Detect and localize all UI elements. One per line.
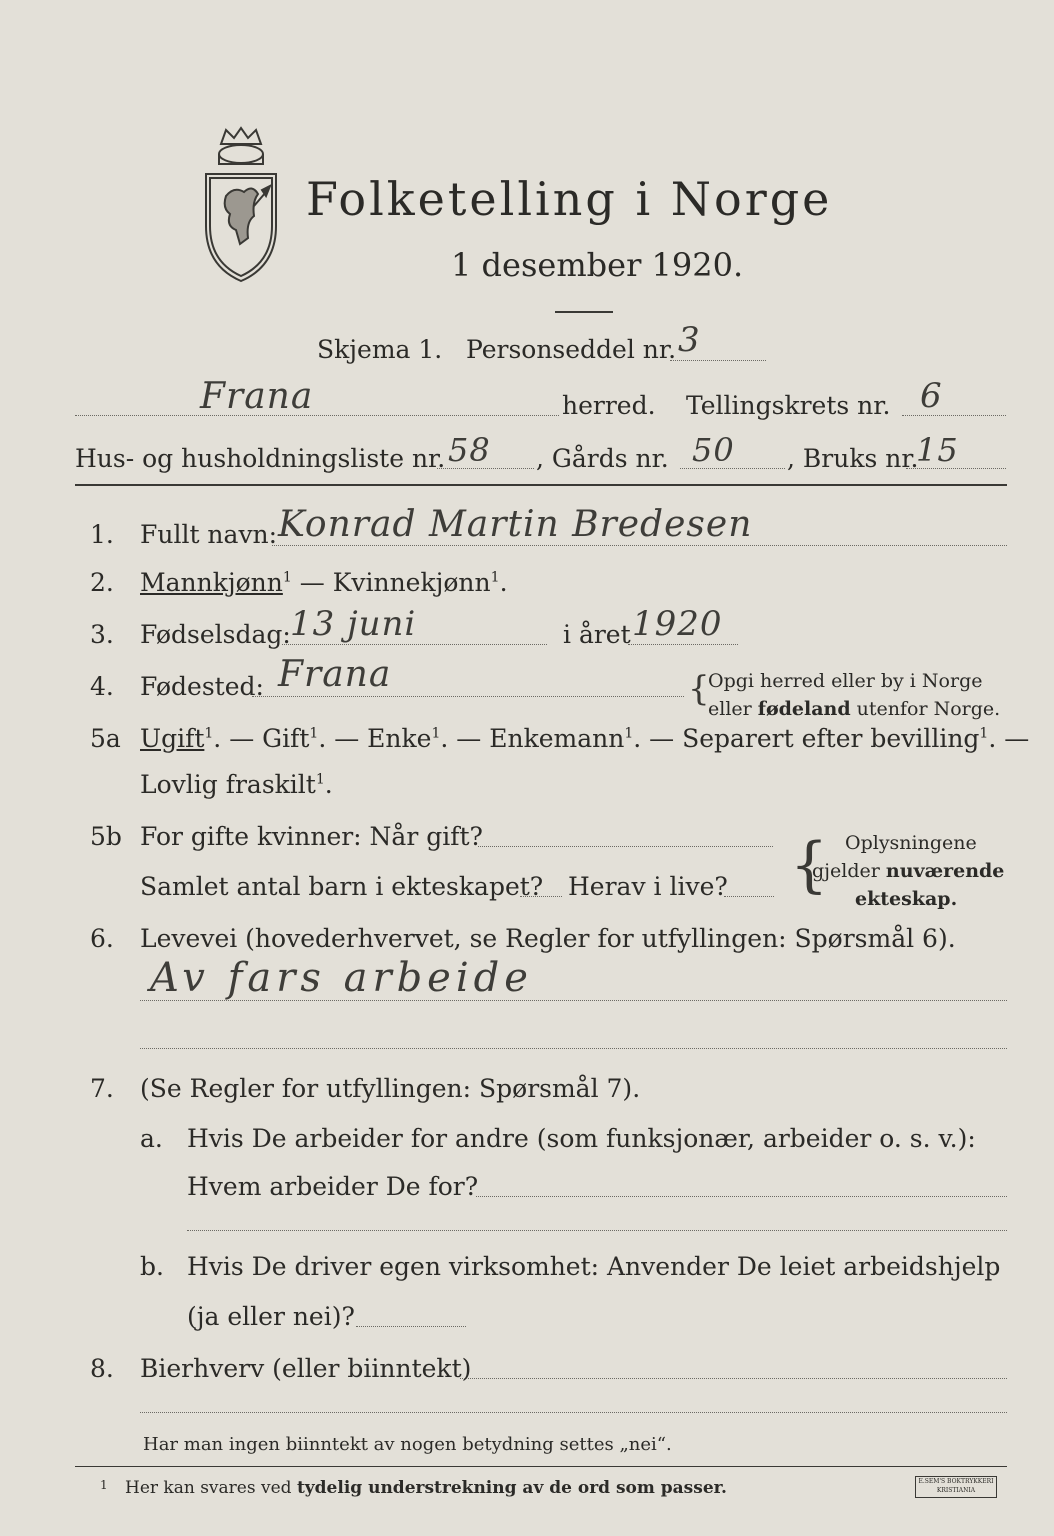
schema-label: Skjema 1.	[317, 335, 443, 364]
krets-label: Tellingskrets nr.	[686, 391, 891, 420]
q3-label: Fødselsdag:	[140, 620, 291, 649]
q4-label: Fødested:	[140, 672, 264, 701]
coat-of-arms-icon	[196, 126, 286, 290]
ugift-option[interactable]: Ugift	[140, 724, 205, 753]
q6-label: Levevei (hovederhvervet, se Regler for utfyllingen: Spørsmål 6).	[140, 924, 956, 953]
q7-label: (Se Regler for utfyllingen: Spørsmål 7).	[140, 1074, 641, 1103]
q1-number: 1.	[90, 520, 114, 549]
header-rule	[75, 484, 1007, 486]
q2-number: 2.	[90, 568, 114, 597]
gards-label: , Gårds nr.	[536, 444, 669, 473]
q4-number: 4.	[90, 672, 114, 701]
printer-stamp: E.SEM'S BOKTRYKKERI KRISTIANIA	[915, 1476, 997, 1498]
q8-label: Bierhverv (eller biinntekt)	[140, 1354, 472, 1383]
q5b-brace: {	[790, 830, 829, 900]
bruks-value[interactable]: 15	[916, 431, 959, 469]
q5b-children-label: Samlet antal barn i ekteskapet?	[140, 872, 544, 901]
hus-label: Hus- og husholdningsliste nr.	[75, 444, 446, 473]
birth-year-value[interactable]: 1920	[632, 604, 723, 644]
footnote-text: Her kan svares ved tydelig understrekning av de ord som passer.	[125, 1478, 727, 1498]
person-number-line	[670, 360, 766, 361]
hus-value[interactable]: 58	[448, 431, 491, 469]
q6-line-1	[140, 1000, 1007, 1001]
krets-line	[902, 415, 1006, 416]
q4-brace: {	[688, 669, 710, 709]
person-number-value[interactable]: 3	[678, 320, 701, 360]
form-title: Folketelling i Norge	[306, 172, 833, 226]
occupation-value[interactable]: Av fars arbeide	[150, 955, 533, 1001]
birthplace-value[interactable]: Frana	[278, 654, 392, 695]
q5b-number: 5b	[90, 822, 122, 851]
marital-options: Ugift$^1$. — Gift$^1$. — Enke$^1$. — Enkemann$^1$. — Separert efter bevilling$^1$. —	[140, 724, 1030, 753]
footer-rule	[75, 1466, 1007, 1467]
q5b-note-2: gjelder nuværende	[812, 860, 1005, 882]
q5a-number: 5a	[90, 724, 121, 753]
q1-line	[272, 545, 1007, 546]
krets-value[interactable]: 6	[920, 376, 943, 416]
q6-number: 6.	[90, 924, 114, 953]
q3-line	[282, 644, 547, 645]
hired-help-line	[356, 1326, 466, 1327]
q7b-line2: (ja eller nei)?	[187, 1302, 355, 1331]
employer-line-2	[187, 1230, 1007, 1231]
divorced-option[interactable]: Lovlig fraskilt$^1$.	[140, 770, 333, 799]
male-option[interactable]: Mannkjønn	[140, 568, 283, 597]
gards-value[interactable]: 50	[692, 431, 735, 469]
alive-line	[724, 896, 774, 897]
herred-line	[75, 415, 559, 416]
side-income-line-2	[140, 1412, 1007, 1413]
q7a-line2: Hvem arbeider De for?	[187, 1172, 479, 1201]
female-option[interactable]: Kvinnekjønn	[332, 568, 491, 597]
q3-number: 3.	[90, 620, 114, 649]
birthdate-value[interactable]: 13 juni	[290, 604, 417, 644]
q8-number: 8.	[90, 1354, 114, 1383]
bruks-label: , Bruks nr.	[787, 444, 919, 473]
herred-label: herred.	[562, 391, 656, 420]
q6-line-2	[140, 1048, 1007, 1049]
year-label: i året	[563, 620, 631, 649]
sex-options: Mannkjønn$^1$ — Kvinnekjønn$^1$.	[140, 568, 508, 597]
person-number-label: Personseddel nr.	[466, 335, 677, 364]
children-line	[520, 896, 562, 897]
q4-note-1: Opgi herred eller by i Norge	[708, 670, 983, 692]
footer-note: Har man ingen biinntekt av nogen betydning settes „nei“.	[143, 1434, 672, 1455]
q4-line	[252, 696, 684, 697]
divider	[555, 311, 613, 313]
q5b-line1: For gifte kvinner: Når gift?	[140, 822, 483, 851]
married-when-line	[478, 846, 773, 847]
q7b-letter: b.	[140, 1252, 164, 1281]
q7a-line1: Hvis De arbeider for andre (som funksjonær, arbeider o. s. v.):	[187, 1124, 976, 1153]
year-line	[628, 644, 738, 645]
full-name-value[interactable]: Konrad Martin Bredesen	[278, 504, 753, 545]
q1-label: Fullt navn:	[140, 520, 278, 549]
census-date: 1 desember 1920.	[451, 246, 744, 284]
q5b-note-1: Oplysningene	[845, 832, 977, 854]
q7-number: 7.	[90, 1074, 114, 1103]
q7a-letter: a.	[140, 1124, 163, 1153]
q4-note-2: eller fødeland utenfor Norge.	[708, 698, 1001, 720]
herred-value[interactable]: Frana	[200, 376, 314, 417]
q7b-line1: Hvis De driver egen virksomhet: Anvender De leiet arbeidshjelp	[187, 1252, 1001, 1281]
employer-line	[476, 1196, 1007, 1197]
q5b-alive-label: Herav i live?	[568, 872, 728, 901]
side-income-line	[460, 1378, 1007, 1379]
footnote-mark: 1	[100, 1478, 108, 1492]
q5b-note-3: ekteskap.	[855, 888, 958, 910]
